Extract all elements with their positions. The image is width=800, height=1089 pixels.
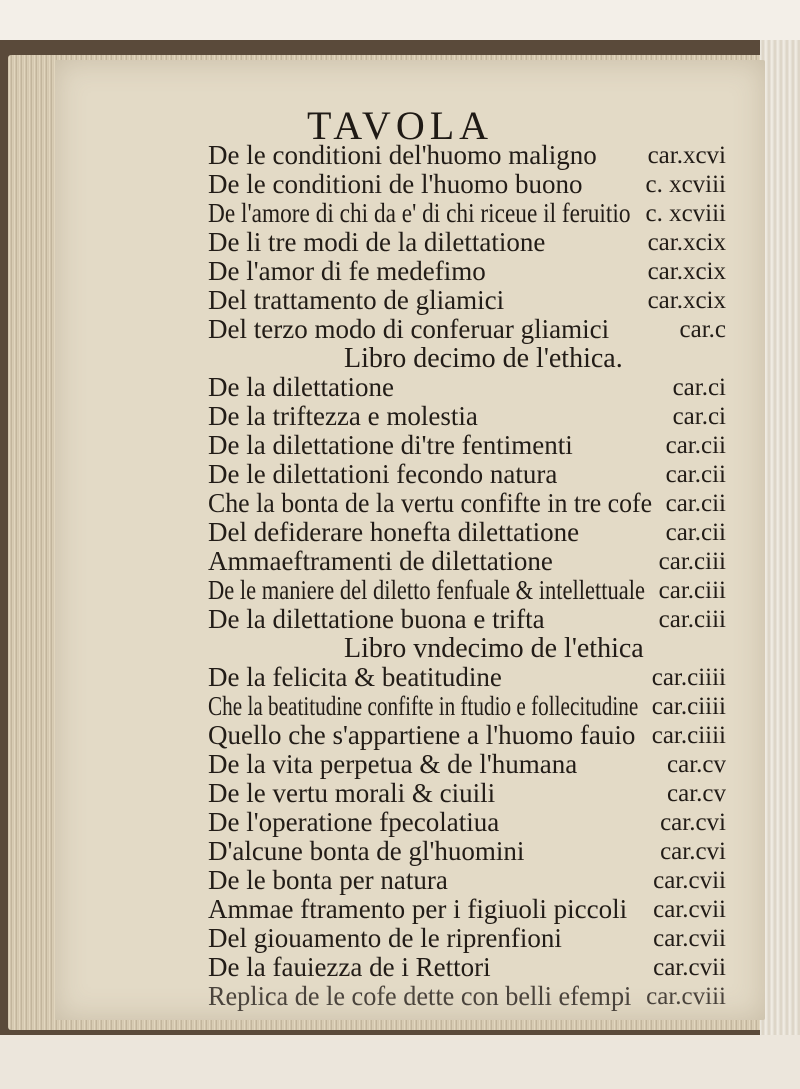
entry-label: Ammae ftramento per i figiuoli piccoli bbox=[208, 894, 628, 924]
toc-entry bbox=[208, 691, 726, 722]
entry-ref: car.cvi bbox=[660, 838, 726, 865]
toc-entry bbox=[208, 749, 726, 780]
entry-label: De la dilettatione di'tre fentimenti bbox=[208, 430, 573, 460]
entry-label: De la fauiezza de i Rettori bbox=[208, 952, 491, 982]
toc-entry bbox=[208, 981, 726, 1012]
toc-entry bbox=[208, 836, 726, 867]
heading-label: Libro vndecimo de l'ethica bbox=[344, 633, 644, 664]
entry-ref: car.cii bbox=[665, 461, 726, 488]
entry-label: De la felicita & beatitudine bbox=[208, 662, 502, 692]
toc-entry bbox=[208, 140, 726, 171]
entry-ref: car.c bbox=[679, 316, 726, 343]
toc-entry bbox=[208, 285, 726, 316]
entry-ref: car.ciii bbox=[658, 548, 726, 575]
entry-label: Del giouamento de le riprenfioni bbox=[208, 923, 562, 953]
entry-label: De le conditioni del'huomo maligno bbox=[208, 140, 597, 170]
entry-label: De la dilettatione bbox=[208, 372, 394, 402]
entry-ref: car.xcix bbox=[647, 229, 726, 256]
entry-ref: car.ciiii bbox=[651, 722, 726, 749]
toc-entry bbox=[208, 459, 726, 490]
entry-label: De le conditioni de l'huomo buono bbox=[208, 169, 583, 199]
entry-ref: car.ciii bbox=[658, 577, 726, 604]
entry-label: Del trattamento de gliamici bbox=[208, 285, 505, 315]
entry-label: De l'amore di chi da e' di chi riceue il feruitio bbox=[208, 198, 631, 228]
toc-entry bbox=[208, 546, 726, 577]
entry-label: De la vita perpetua & de l'humana bbox=[208, 749, 578, 779]
entry-label: De le vertu morali & ciuili bbox=[208, 778, 496, 808]
toc-entry bbox=[208, 604, 726, 635]
entry-ref: c. xcviii bbox=[645, 171, 726, 198]
entry-label: Del terzo modo di conferuar gliamici bbox=[208, 314, 610, 344]
entry-ref: car.xcvi bbox=[647, 142, 726, 169]
entry-label: De l'amor di fe medefimo bbox=[208, 256, 486, 286]
entry-ref: car.cviii bbox=[646, 983, 726, 1010]
entry-label: De la triftezza e molestia bbox=[208, 401, 478, 431]
toc-entry bbox=[208, 662, 726, 693]
entry-ref: car.ci bbox=[672, 374, 726, 401]
entry-ref: c. xcviii bbox=[645, 200, 726, 227]
toc-entry bbox=[208, 430, 726, 461]
entry-ref: car.xcix bbox=[647, 287, 726, 314]
toc-entry bbox=[208, 720, 726, 751]
toc-entry bbox=[208, 372, 726, 403]
entry-ref: car.xcix bbox=[647, 258, 726, 285]
entry-label: De le maniere del diletto fenfuale & intellettuale bbox=[208, 575, 646, 605]
entry-ref: car.ciiii bbox=[651, 693, 726, 720]
book-heading bbox=[208, 633, 726, 664]
toc-entry bbox=[208, 488, 726, 519]
toc-entry bbox=[208, 778, 726, 809]
entry-label: D'alcune bonta de gl'huomini bbox=[208, 836, 525, 866]
entry-ref: car.cv bbox=[667, 780, 726, 807]
entry-label: Ammaeftramenti de dilettatione bbox=[208, 546, 553, 576]
entry-label: De li tre modi de la dilettatione bbox=[208, 227, 546, 257]
toc-entry bbox=[208, 169, 726, 200]
entry-label: Del defiderare honefta dilettatione bbox=[208, 517, 580, 547]
entry-label: Replica de le cofe dette con belli efempi bbox=[208, 981, 632, 1011]
entry-ref: car.cvii bbox=[653, 925, 726, 952]
entry-ref: car.cvii bbox=[653, 867, 726, 894]
toc-entry bbox=[208, 894, 726, 925]
toc-entry bbox=[208, 952, 726, 983]
toc-entry bbox=[208, 401, 726, 432]
entry-label: Quello che s'appartiene a l'huomo fauio bbox=[208, 720, 636, 750]
toc-entry bbox=[208, 314, 726, 345]
entry-ref: car.ciii bbox=[658, 606, 726, 633]
toc-entry bbox=[208, 256, 726, 287]
page-title: TAVOLA bbox=[306, 103, 494, 148]
toc-entry bbox=[208, 198, 726, 229]
entry-ref: car.cvi bbox=[660, 809, 726, 836]
entry-ref: car.cv bbox=[667, 751, 726, 778]
toc-entry bbox=[208, 517, 726, 548]
entry-ref: car.cii bbox=[665, 432, 726, 459]
entry-ref: car.ciiii bbox=[651, 664, 726, 691]
toc-entry bbox=[208, 575, 726, 606]
entry-label: Che la bonta de la vertu confifte in tre cofe bbox=[208, 488, 653, 518]
book-heading bbox=[208, 343, 726, 374]
entry-label: De la dilettatione buona e trifta bbox=[208, 604, 545, 634]
entry-ref: car.cii bbox=[665, 519, 726, 546]
toc-entry bbox=[208, 807, 726, 838]
entry-label: De l'operatione fpecolatiua bbox=[208, 807, 500, 837]
heading-label: Libro decimo de l'ethica. bbox=[344, 343, 623, 374]
toc-entry bbox=[208, 865, 726, 896]
entry-ref: car.cvii bbox=[653, 896, 726, 923]
entry-ref: car.ci bbox=[672, 403, 726, 430]
entry-ref: car.cvii bbox=[653, 954, 726, 981]
entry-label: De le bonta per natura bbox=[208, 865, 448, 895]
entry-label: Che la beatitudine confifte in ftudio e follecitudine bbox=[208, 691, 639, 721]
entry-ref: car.cii bbox=[665, 490, 726, 517]
toc-entry bbox=[208, 227, 726, 258]
toc-entry bbox=[208, 923, 726, 954]
entry-label: De le dilettationi fecondo natura bbox=[208, 459, 558, 489]
